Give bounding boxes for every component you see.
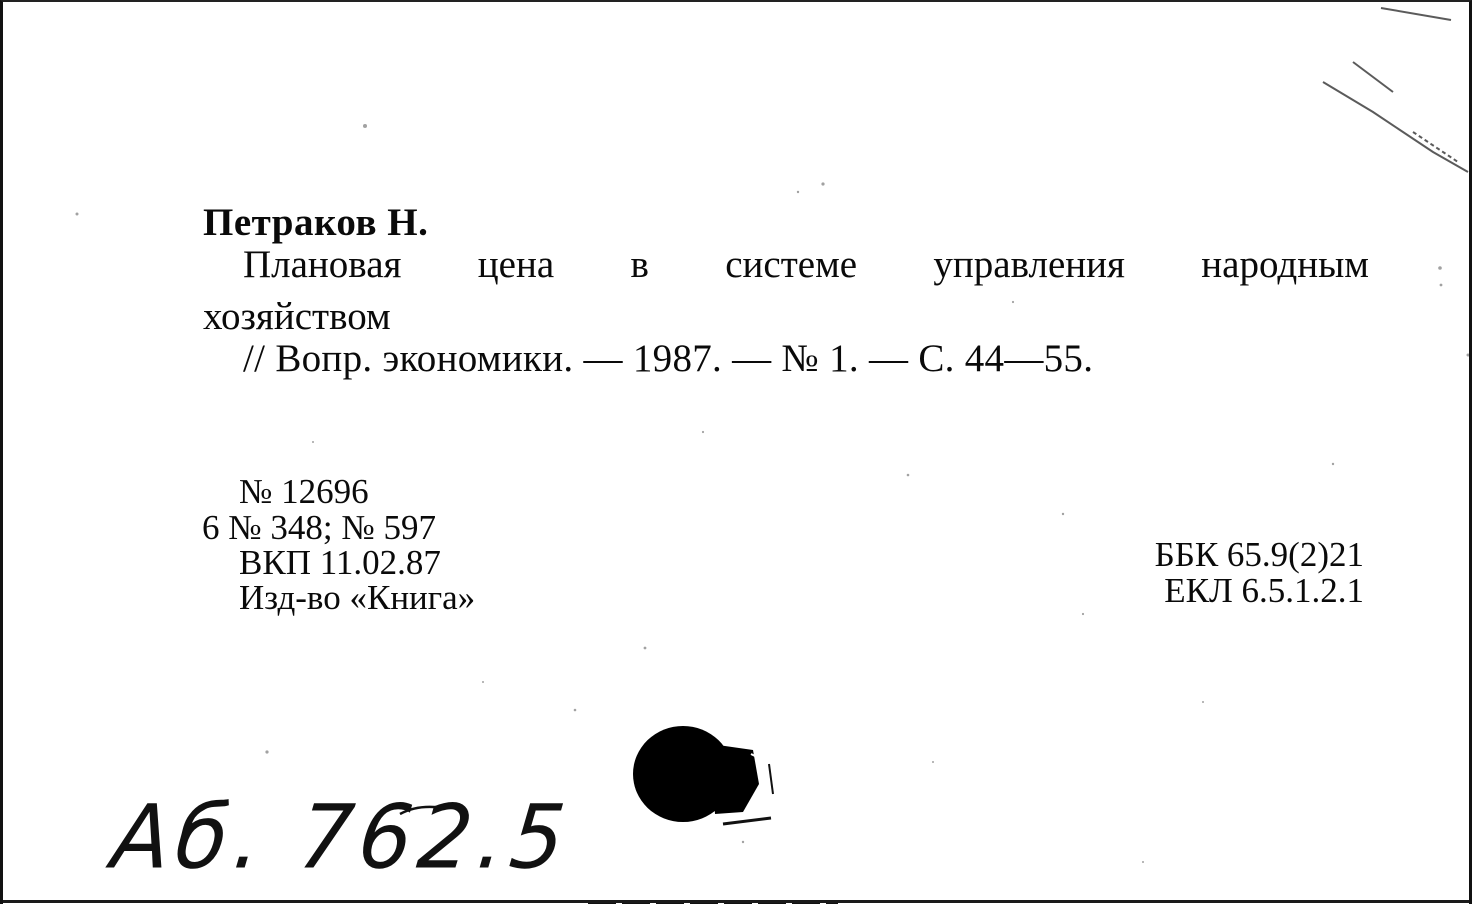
title-word: Плановая — [243, 243, 402, 286]
shelfmark-underline-stroke — [398, 802, 448, 822]
card-codes: 6 № 348; № 597 — [202, 508, 437, 547]
title-word: в — [630, 243, 649, 286]
title-word: народным — [1201, 243, 1369, 286]
title-word: цена — [477, 243, 555, 286]
corner-scratch-mark — [1293, 2, 1472, 192]
card-vkp-date: ВКП 11.02.87 — [239, 543, 441, 582]
card-author: Петраков Н. — [203, 201, 429, 244]
card-source: // Вопр. экономики. — 1987. — № 1. — С. 44—55. — [243, 337, 1094, 380]
card-title-line-1 — [243, 242, 1369, 287]
card-bbk-code: ББК 65.9(2)21 — [1154, 535, 1364, 574]
title-word: системе — [725, 243, 858, 286]
card-publisher: Изд-во «Книга» — [239, 578, 476, 617]
card-number: № 12696 — [239, 472, 369, 511]
title-word: управления — [933, 243, 1125, 286]
card-title-line-2: хозяйством — [203, 295, 391, 338]
card-ekl-code: ЕКЛ 6.5.1.2.1 — [1164, 571, 1364, 610]
handwritten-shelfmark: Аб. 762.5 — [107, 785, 576, 889]
punch-hole-mark — [631, 724, 791, 834]
